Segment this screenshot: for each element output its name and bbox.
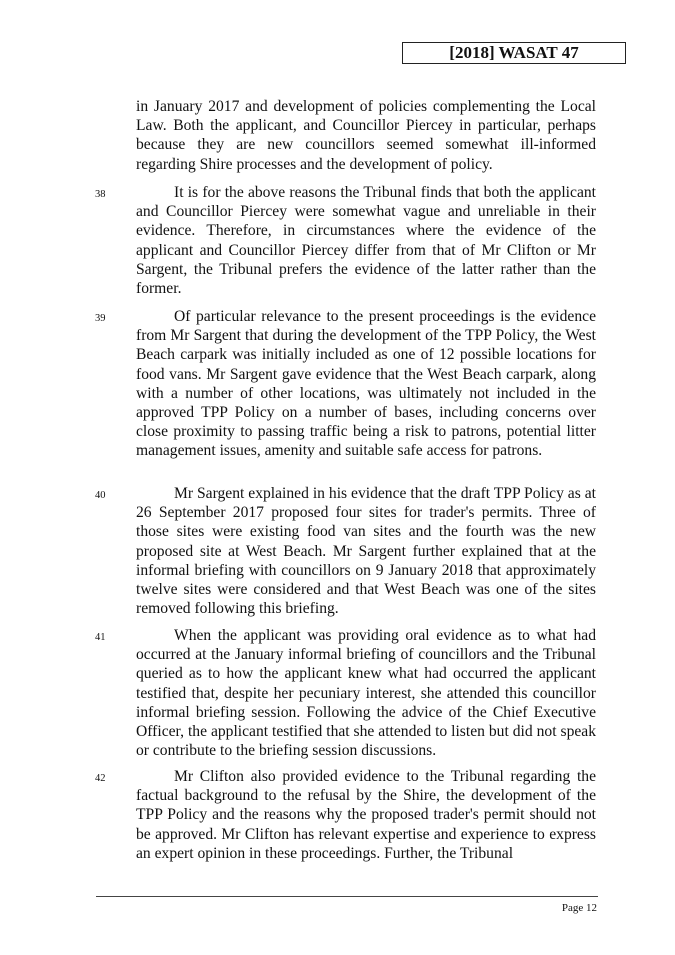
continuation-paragraph: in January 2017 and development of policies complementing the Local Law. Both the applicant, and Councillor Piercey in particular, perhaps because they are new councillors seemed somewhat ill-informed regarding Shire processes and the development of policy.	[136, 98, 596, 173]
footer-divider	[96, 896, 598, 897]
paragraph-40: Mr Sargent explained in his evidence that the draft TPP Policy as at 26 September 2017 proposed four sites for trader's permits. Three of those sites were existing food van sites and the fourth was the new proposed site at West Beach. Mr Sargent further explained that at the informal briefing with councillors on 9 January 2018 that approximately twelve sites were considered and that West Beach was one of the sites removed following this briefing.	[136, 485, 596, 618]
paragraph-42: Mr Clifton also provided evidence to the Tribunal regarding the factual background to the refusal by the Shire, the development of the TPP Policy and the reasons why the proposed trader's permit should not be approved. Mr Clifton has relevant expertise and experience to express an expert opinion in these proceedings. Further, the Tribunal	[136, 768, 596, 862]
paragraph-number-42: 42	[95, 773, 106, 784]
paragraph-41: When the applicant was providing oral evidence as to what had occurred at the January informal briefing of councillors and the Tribunal queried as to how the applicant knew what had occurred the applicant testified that, despite her pecuniary interest, she attended this councillor informal briefing session. Following the advice of the Chief Executive Officer, the applicant testified that she attended to listen but did not speak or contribute to the briefing session discussions.	[136, 627, 596, 760]
paragraph-38: It is for the above reasons the Tribunal finds that both the applicant and Councillor Piercey were somewhat vague and unreliable in their evidence. Therefore, in circumstances where the evidence of the applicant and Councillor Piercey differ from that of Mr Clifton or Mr Sargent, the Tribunal prefers the evidence of the latter rather than the former.	[136, 184, 596, 298]
paragraph-number-41: 41	[95, 632, 106, 643]
paragraph-number-40: 40	[95, 490, 106, 501]
paragraph-number-39: 39	[95, 313, 106, 324]
citation-box: [2018] WASAT 47	[402, 42, 626, 64]
paragraph-number-38: 38	[95, 189, 106, 200]
page-number: Page 12	[561, 902, 597, 914]
paragraph-39: Of particular relevance to the present proceedings is the evidence from Mr Sargent that during the development of the TPP Policy, the West Beach carpark was initially included as one of 12 possible locations for food vans. Mr Sargent gave evidence that the West Beach carpark, along with a number of other locations, was ultimately not included in the approved TPP Policy on a number of bases, including concerns over close proximity to passing traffic being a risk to patrons, potential litter management issues, amenity and suitable safe access for patrons.	[136, 308, 596, 460]
